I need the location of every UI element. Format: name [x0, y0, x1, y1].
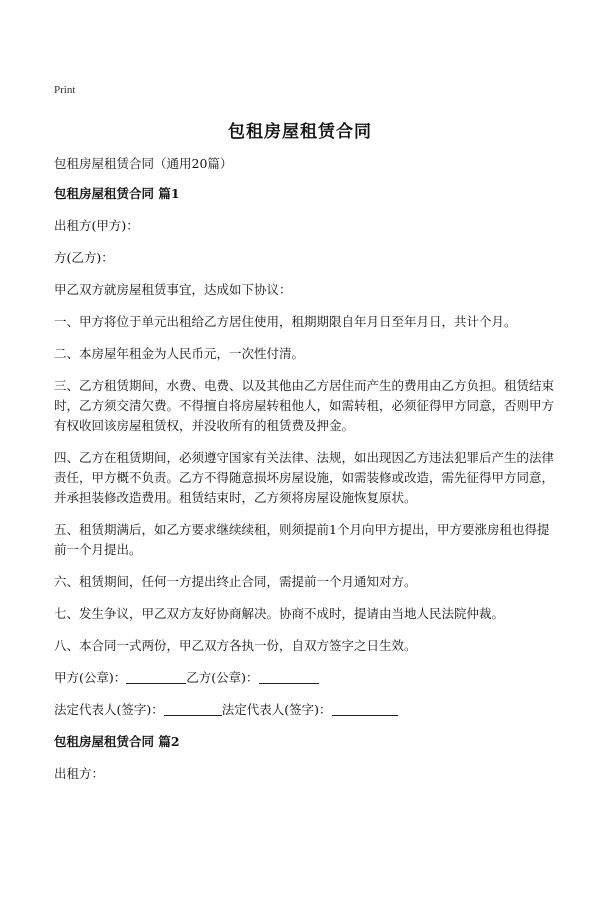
print-label[interactable]: Print	[54, 84, 76, 96]
document-body	[54, 154, 554, 796]
document-title: 包租房屋租赁合同	[228, 122, 372, 142]
section2-lessor-line: 出租方：	[54, 766, 105, 781]
document-subtitle: 包租房屋租赁合同（通用20篇）	[54, 156, 233, 171]
rep-a-label: 法定代表人(签字)：	[54, 702, 164, 717]
rep-b-blank	[332, 702, 398, 716]
section1-heading: 包租房屋租赁合同 篇1	[54, 186, 180, 201]
clause-2: 二、本房屋年租金为人民币元，一次性付清。	[54, 346, 305, 361]
clause-5: 五、租赁期满后，如乙方要求继续续租，则须提前1个月向甲方提出，甲方要涨房租也得提前一个月提出。	[54, 522, 550, 557]
signature-seal-line	[54, 668, 554, 688]
clause-7: 七、发生争议，甲乙双方友好协商解决。协商不成时，提请由当地人民法院仲裁。	[54, 606, 505, 621]
party-b-seal-blank	[259, 670, 319, 684]
clause-8: 八、本合同一式两份，甲乙双方各执一份，自双方签字之日生效。	[54, 638, 417, 653]
rep-b-label: 法定代表人(签字)：	[221, 702, 332, 717]
party-b-seal-label: 乙方(公章)：	[186, 670, 259, 685]
clause-6: 六、租赁期间，任何一方提出终止合同，需提前一个月通知对方。	[54, 574, 417, 589]
clause-1: 一、甲方将位于单元出租给乙方居住使用，租期期限自年月日至年月日，共计个月。	[54, 314, 517, 329]
clause-4: 四、乙方在租赁期间，必须遵守国家有关法律、法规，如出现因乙方违法犯罪后产生的法律责任，甲方概不负责。乙方不得随意损坏房屋设施，如需装修或改造，需先征得甲方同意，并承担装修改造费用。租赁结束时，乙方须将房屋设施恢复原状。	[54, 450, 555, 505]
lessor-line: 出租方(甲方)：	[54, 218, 139, 233]
clause-3: 三、乙方租赁期间，水费、电费、以及其他由乙方居住而产生的费用由乙方负担。租赁结束时，乙方须交清欠费。不得擅自将房屋转租他人，如需转租，必须征得甲方同意，否则甲方有权收回该房屋租赁权，并没收所有的租赁费及押金。	[54, 378, 555, 433]
lessee-line: 方(乙方)：	[54, 250, 114, 265]
agreement-intro: 甲乙双方就房屋租赁事宜，达成如下协议：	[54, 282, 292, 297]
rep-a-blank	[164, 702, 222, 716]
section2-heading: 包租房屋租赁合同 篇2	[54, 734, 180, 749]
signature-rep-line	[54, 700, 554, 720]
party-a-seal-label: 甲方(公章)：	[54, 670, 127, 685]
party-a-seal-blank	[126, 670, 186, 684]
